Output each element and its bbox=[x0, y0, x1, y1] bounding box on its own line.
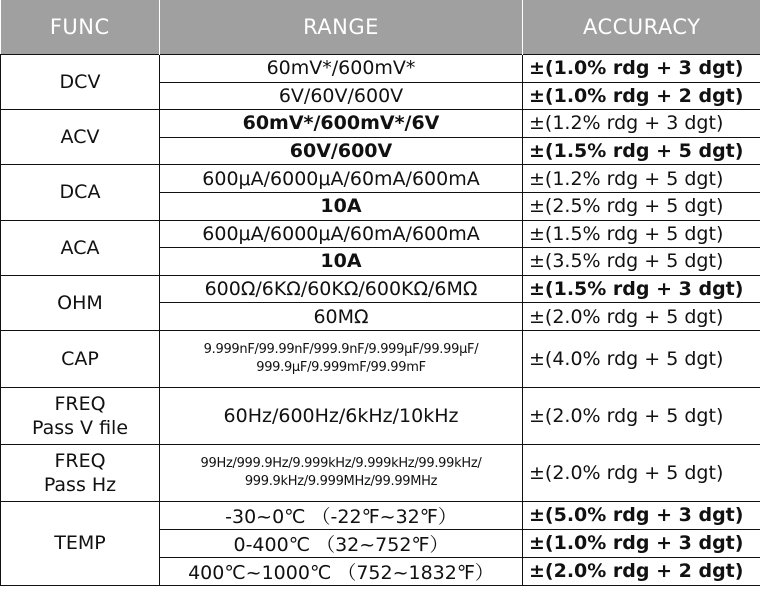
accuracy-cell: ±(1.2% rdg + 5 dgt) bbox=[523, 165, 760, 193]
accuracy-cell: ±(5.0% rdg + 3 dgt) bbox=[523, 501, 760, 529]
accuracy-cell: ±(1.0% rdg + 3 dgt) bbox=[523, 529, 760, 557]
range-cell: 60Hz/600Hz/6kHz/10kHz bbox=[160, 387, 523, 444]
range-cell: 60mV*/600mV*/6V bbox=[160, 110, 523, 138]
accuracy-cell: ±(2.0% rdg + 5 dgt) bbox=[523, 387, 760, 444]
range-line: 999.9kHz/9.999MHz/99.99MHz bbox=[244, 473, 438, 489]
range-cell: 6V/60V/600V bbox=[160, 82, 523, 110]
accuracy-cell: ±(1.5% rdg + 5 dgt) bbox=[523, 137, 760, 165]
func-label: DCA bbox=[59, 181, 101, 204]
accuracy-cell: ±(1.5% rdg + 5 dgt) bbox=[523, 220, 760, 248]
range-cell bbox=[160, 330, 523, 387]
accuracy-cell: ±(2.0% rdg + 2 dgt) bbox=[523, 557, 760, 585]
range-line: 999.9μF/9.999mF/99.99mF bbox=[256, 359, 426, 375]
range-line: 9.999nF/99.99nF/999.9nF/9.999μF/99.99μF/ bbox=[203, 341, 479, 357]
accuracy-cell: ±(2.0% rdg + 5 dgt) bbox=[523, 303, 760, 331]
accuracy-cell: ±(3.5% rdg + 5 dgt) bbox=[523, 248, 760, 276]
func-cell bbox=[1, 165, 160, 220]
accuracy-cell: ±(1.5% rdg + 3 dgt) bbox=[523, 275, 760, 303]
range-cell: 60mV*/600mV* bbox=[160, 55, 523, 83]
range-cell: 600Ω/6KΩ/60KΩ/600KΩ/6MΩ bbox=[160, 275, 523, 303]
func-cell bbox=[1, 110, 160, 165]
func-label: FREQ bbox=[54, 392, 106, 415]
func-label: Pass V file bbox=[31, 416, 129, 439]
header-accuracy: ACCURACY bbox=[523, 0, 760, 55]
table-row bbox=[1, 387, 760, 444]
range-cell: 10A bbox=[160, 192, 523, 220]
header-row bbox=[1, 0, 760, 55]
range-cell: 600μA/6000μA/60mA/600mA bbox=[160, 165, 523, 193]
func-cell bbox=[1, 387, 160, 444]
table-row bbox=[1, 275, 760, 303]
range-cell: -30~0℃ （-22℉~32℉） bbox=[160, 501, 523, 529]
func-cell bbox=[1, 220, 160, 275]
func-label: TEMP bbox=[54, 532, 106, 555]
func-cell bbox=[1, 501, 160, 585]
func-cell bbox=[1, 330, 160, 387]
func-label: OHM bbox=[57, 291, 103, 314]
table-row bbox=[1, 55, 760, 83]
accuracy-cell: ±(2.0% rdg + 5 dgt) bbox=[523, 444, 760, 501]
range-cell: 0-400℃ （32~752℉） bbox=[160, 529, 523, 557]
range-cell: 10A bbox=[160, 248, 523, 276]
table-row bbox=[1, 444, 760, 501]
range-cell: 60V/600V bbox=[160, 137, 523, 165]
accuracy-cell: ±(2.5% rdg + 5 dgt) bbox=[523, 192, 760, 220]
func-label: CAP bbox=[61, 347, 99, 370]
header-range: RANGE bbox=[160, 0, 523, 55]
func-label: ACA bbox=[60, 236, 100, 259]
range-line: 99Hz/999.9Hz/9.999kHz/9.999kHz/99.99kHz/ bbox=[200, 455, 482, 471]
table-row bbox=[1, 220, 760, 248]
func-label: DCV bbox=[59, 71, 101, 94]
func-cell bbox=[1, 275, 160, 330]
func-label: ACV bbox=[60, 126, 100, 149]
func-cell bbox=[1, 444, 160, 501]
func-label: Pass Hz bbox=[43, 473, 117, 496]
range-cell bbox=[160, 444, 523, 501]
accuracy-cell: ±(1.0% rdg + 3 dgt) bbox=[523, 55, 760, 83]
range-cell: 400℃~1000℃ （752~1832℉） bbox=[160, 557, 523, 585]
header-func: FUNC bbox=[1, 0, 160, 55]
range-cell: 600μA/6000μA/60mA/600mA bbox=[160, 220, 523, 248]
range-cell: 60MΩ bbox=[160, 303, 523, 331]
table-row bbox=[1, 165, 760, 193]
table-row bbox=[1, 501, 760, 529]
accuracy-cell: ±(4.0% rdg + 5 dgt) bbox=[523, 330, 760, 387]
accuracy-cell: ±(1.0% rdg + 2 dgt) bbox=[523, 82, 760, 110]
table-row bbox=[1, 330, 760, 387]
func-label: FREQ bbox=[54, 449, 106, 472]
table-row bbox=[1, 110, 760, 138]
func-cell bbox=[1, 55, 160, 110]
accuracy-cell: ±(1.2% rdg + 3 dgt) bbox=[523, 110, 760, 138]
